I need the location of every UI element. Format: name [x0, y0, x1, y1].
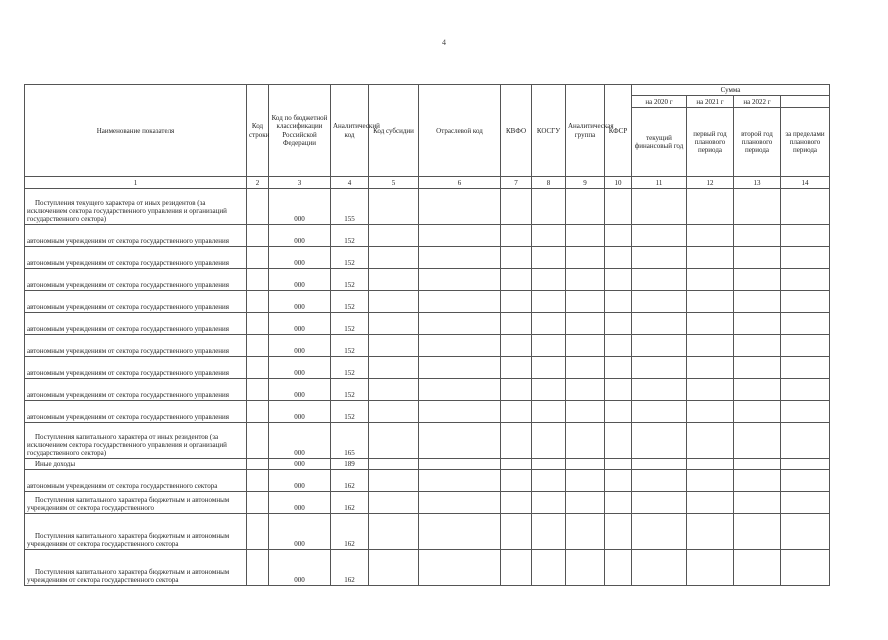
table-row: [25, 247, 830, 269]
table-row: [25, 357, 830, 379]
header-year-1: на 2020 г: [632, 96, 687, 108]
empty-cell: [687, 291, 734, 313]
empty-cell: [566, 459, 605, 470]
empty-cell: [632, 247, 687, 269]
empty-cell: [781, 247, 830, 269]
empty-cell: [501, 269, 532, 291]
empty-cell: [501, 291, 532, 313]
row-name: автономным учреждениям от сектора государственного управления: [25, 225, 247, 247]
empty-cell: [501, 189, 532, 225]
empty-cell: [734, 189, 781, 225]
empty-cell: [734, 514, 781, 550]
row-analytic-code: 152: [331, 247, 369, 269]
column-number: 10: [605, 177, 632, 189]
empty-cell: [566, 514, 605, 550]
empty-cell: [419, 379, 501, 401]
empty-cell: [369, 401, 419, 423]
row-name: автономным учреждениям от сектора государственного управления: [25, 247, 247, 269]
empty-cell: [632, 379, 687, 401]
empty-cell: [734, 459, 781, 470]
header-kvfo: КВФО: [501, 85, 532, 177]
empty-cell: [369, 459, 419, 470]
row-analytic-code: 152: [331, 291, 369, 313]
empty-cell: [369, 335, 419, 357]
row-analytic-code: 152: [331, 335, 369, 357]
income-table: [24, 84, 830, 586]
empty-cell: [501, 379, 532, 401]
empty-cell: [734, 313, 781, 335]
empty-cell: [566, 189, 605, 225]
row-analytic-code: 189: [331, 459, 369, 470]
empty-cell: [781, 492, 830, 514]
row-budget-classification: 000: [269, 423, 331, 459]
empty-cell: [632, 459, 687, 470]
row-analytic-code: 162: [331, 470, 369, 492]
row-analytic-code: 162: [331, 514, 369, 550]
empty-cell: [632, 225, 687, 247]
empty-cell: [369, 291, 419, 313]
empty-cell: [369, 357, 419, 379]
empty-cell: [605, 225, 632, 247]
empty-cell: [781, 379, 830, 401]
empty-cell: [419, 291, 501, 313]
row-line-code: [247, 492, 269, 514]
table-row: [25, 492, 830, 514]
header-name: Наименование показателя: [25, 85, 247, 177]
row-line-code: [247, 514, 269, 550]
empty-cell: [632, 470, 687, 492]
empty-cell: [532, 459, 566, 470]
row-budget-classification: 000: [269, 247, 331, 269]
empty-cell: [532, 291, 566, 313]
header-period-beyond: за пределами планового периода: [781, 108, 830, 177]
header-budget-classification: Код по бюджетной классификации Российской Федерации: [269, 85, 331, 177]
header-kfsr: КФСР: [605, 85, 632, 177]
row-name: автономным учреждениям от сектора государственного управления: [25, 269, 247, 291]
empty-cell: [632, 514, 687, 550]
row-analytic-code: 152: [331, 313, 369, 335]
empty-cell: [734, 357, 781, 379]
empty-cell: [605, 423, 632, 459]
empty-cell: [632, 492, 687, 514]
row-budget-classification: 000: [269, 459, 331, 470]
empty-cell: [369, 269, 419, 291]
empty-cell: [687, 550, 734, 586]
empty-cell: [632, 550, 687, 586]
row-line-code: [247, 379, 269, 401]
empty-cell: [605, 379, 632, 401]
row-budget-classification: 000: [269, 357, 331, 379]
table-row: [25, 269, 830, 291]
empty-cell: [501, 335, 532, 357]
empty-cell: [687, 401, 734, 423]
empty-cell: [419, 335, 501, 357]
empty-cell: [605, 335, 632, 357]
row-line-code: [247, 247, 269, 269]
row-line-code: [247, 470, 269, 492]
empty-cell: [501, 492, 532, 514]
empty-cell: [605, 247, 632, 269]
empty-cell: [369, 423, 419, 459]
empty-cell: [369, 492, 419, 514]
header-industry-code: Отраслевой код: [419, 85, 501, 177]
column-number: 4: [331, 177, 369, 189]
empty-cell: [369, 247, 419, 269]
empty-cell: [532, 514, 566, 550]
empty-cell: [605, 189, 632, 225]
empty-cell: [687, 514, 734, 550]
empty-cell: [566, 492, 605, 514]
row-budget-classification: 000: [269, 313, 331, 335]
table-row: [25, 401, 830, 423]
empty-cell: [532, 189, 566, 225]
empty-cell: [687, 225, 734, 247]
page-number: 4: [442, 38, 446, 47]
column-number: 3: [269, 177, 331, 189]
empty-cell: [734, 379, 781, 401]
empty-cell: [632, 269, 687, 291]
empty-cell: [734, 550, 781, 586]
empty-cell: [532, 401, 566, 423]
empty-cell: [566, 291, 605, 313]
empty-cell: [566, 379, 605, 401]
empty-cell: [687, 335, 734, 357]
empty-cell: [532, 313, 566, 335]
empty-cell: [369, 189, 419, 225]
row-analytic-code: 152: [331, 379, 369, 401]
empty-cell: [781, 225, 830, 247]
empty-cell: [501, 357, 532, 379]
row-analytic-code: 155: [331, 189, 369, 225]
row-name: Поступления капитального характера бюджетным и автономным учреждениям от сектора государственного сектора: [25, 550, 247, 586]
row-analytic-code: 162: [331, 492, 369, 514]
row-line-code: [247, 269, 269, 291]
row-line-code: [247, 225, 269, 247]
empty-cell: [532, 492, 566, 514]
empty-cell: [419, 357, 501, 379]
empty-cell: [501, 401, 532, 423]
empty-cell: [419, 189, 501, 225]
header-kosgu: КОСГУ: [532, 85, 566, 177]
empty-cell: [781, 335, 830, 357]
empty-cell: [734, 470, 781, 492]
empty-cell: [369, 514, 419, 550]
header-period-first: первый год планового периода: [687, 108, 734, 177]
row-line-code: [247, 189, 269, 225]
empty-cell: [369, 225, 419, 247]
empty-cell: [781, 470, 830, 492]
empty-cell: [632, 401, 687, 423]
header-line-code: Код строки: [247, 85, 269, 177]
row-analytic-code: 152: [331, 401, 369, 423]
table-row: [25, 189, 830, 225]
row-budget-classification: 000: [269, 492, 331, 514]
row-name: автономным учреждениям от сектора государственного сектора: [25, 470, 247, 492]
empty-cell: [687, 269, 734, 291]
column-number: 14: [781, 177, 830, 189]
column-number: 13: [734, 177, 781, 189]
empty-cell: [532, 379, 566, 401]
empty-cell: [632, 423, 687, 459]
header-year-4: [781, 96, 830, 108]
empty-cell: [781, 269, 830, 291]
row-budget-classification: 000: [269, 550, 331, 586]
empty-cell: [419, 247, 501, 269]
empty-cell: [419, 470, 501, 492]
table-row: [25, 514, 830, 550]
empty-cell: [369, 550, 419, 586]
row-line-code: [247, 357, 269, 379]
empty-cell: [501, 470, 532, 492]
empty-cell: [419, 313, 501, 335]
header-subsidy-code: Код субсидии: [369, 85, 419, 177]
empty-cell: [419, 225, 501, 247]
column-number: 11: [632, 177, 687, 189]
header-year-2: на 2021 г: [687, 96, 734, 108]
column-number: 8: [532, 177, 566, 189]
empty-cell: [566, 550, 605, 586]
empty-cell: [419, 269, 501, 291]
empty-cell: [369, 470, 419, 492]
empty-cell: [532, 335, 566, 357]
table-row: [25, 225, 830, 247]
empty-cell: [566, 225, 605, 247]
empty-cell: [687, 247, 734, 269]
table-row: [25, 291, 830, 313]
table-row: [25, 470, 830, 492]
empty-cell: [419, 550, 501, 586]
empty-cell: [566, 357, 605, 379]
empty-cell: [605, 459, 632, 470]
row-budget-classification: 000: [269, 401, 331, 423]
empty-cell: [734, 291, 781, 313]
table-row: [25, 550, 830, 586]
empty-cell: [687, 379, 734, 401]
empty-cell: [532, 225, 566, 247]
empty-cell: [687, 189, 734, 225]
row-line-code: [247, 401, 269, 423]
row-name: автономным учреждениям от сектора государственного управления: [25, 357, 247, 379]
row-name: автономным учреждениям от сектора государственного управления: [25, 401, 247, 423]
empty-cell: [734, 269, 781, 291]
empty-cell: [605, 550, 632, 586]
row-line-code: [247, 291, 269, 313]
empty-cell: [632, 189, 687, 225]
empty-cell: [419, 401, 501, 423]
empty-cell: [687, 313, 734, 335]
empty-cell: [632, 313, 687, 335]
row-name: Поступления капитального характера от иных резидентов (за исключением сектора государственного управления и организаций государственного сектора): [25, 423, 247, 459]
empty-cell: [532, 247, 566, 269]
row-budget-classification: 000: [269, 225, 331, 247]
empty-cell: [687, 423, 734, 459]
empty-cell: [369, 313, 419, 335]
empty-cell: [781, 189, 830, 225]
column-number: 2: [247, 177, 269, 189]
row-name: автономным учреждениям от сектора государственного управления: [25, 291, 247, 313]
table-row: [25, 335, 830, 357]
empty-cell: [532, 550, 566, 586]
row-budget-classification: 000: [269, 291, 331, 313]
empty-cell: [605, 357, 632, 379]
row-name: Поступления капитального характера бюджетным и автономным учреждениям от сектора государственного: [25, 492, 247, 514]
column-number: 7: [501, 177, 532, 189]
empty-cell: [734, 335, 781, 357]
row-line-code: [247, 459, 269, 470]
row-name: автономным учреждениям от сектора государственного управления: [25, 335, 247, 357]
empty-cell: [419, 459, 501, 470]
empty-cell: [632, 291, 687, 313]
table-row: [25, 459, 830, 470]
empty-cell: [632, 335, 687, 357]
row-analytic-code: 165: [331, 423, 369, 459]
empty-cell: [632, 357, 687, 379]
row-analytic-code: 152: [331, 269, 369, 291]
empty-cell: [734, 492, 781, 514]
empty-cell: [605, 401, 632, 423]
empty-cell: [605, 470, 632, 492]
row-line-code: [247, 335, 269, 357]
empty-cell: [734, 401, 781, 423]
row-name: Иные доходы: [25, 459, 247, 470]
column-number: 6: [419, 177, 501, 189]
empty-cell: [532, 470, 566, 492]
empty-cell: [605, 492, 632, 514]
row-analytic-code: 152: [331, 225, 369, 247]
empty-cell: [419, 423, 501, 459]
empty-cell: [605, 269, 632, 291]
table-row: [25, 379, 830, 401]
row-analytic-code: 152: [331, 357, 369, 379]
empty-cell: [566, 401, 605, 423]
empty-cell: [501, 459, 532, 470]
row-budget-classification: 000: [269, 514, 331, 550]
empty-cell: [605, 291, 632, 313]
empty-cell: [734, 423, 781, 459]
table-row: [25, 423, 830, 459]
empty-cell: [781, 401, 830, 423]
empty-cell: [566, 313, 605, 335]
column-number: 12: [687, 177, 734, 189]
row-name: Поступления капитального характера бюджетным и автономным учреждениям от сектора государственного сектора: [25, 514, 247, 550]
empty-cell: [605, 514, 632, 550]
header-analytic-group: Аналитическая группа: [566, 85, 605, 177]
row-line-code: [247, 423, 269, 459]
header-amount: Сумма: [632, 85, 830, 96]
empty-cell: [687, 459, 734, 470]
empty-cell: [734, 225, 781, 247]
empty-cell: [605, 313, 632, 335]
empty-cell: [419, 514, 501, 550]
empty-cell: [532, 269, 566, 291]
empty-cell: [501, 313, 532, 335]
row-budget-classification: 000: [269, 379, 331, 401]
column-number: 9: [566, 177, 605, 189]
empty-cell: [781, 550, 830, 586]
header-analytic-code: Аналитический код: [331, 85, 369, 177]
row-budget-classification: 000: [269, 189, 331, 225]
column-number: 5: [369, 177, 419, 189]
empty-cell: [687, 357, 734, 379]
empty-cell: [501, 225, 532, 247]
header-period-current: текущий финансовый год: [632, 108, 687, 177]
row-line-code: [247, 550, 269, 586]
empty-cell: [532, 423, 566, 459]
empty-cell: [781, 357, 830, 379]
empty-cell: [501, 514, 532, 550]
empty-cell: [501, 247, 532, 269]
header-period-second: второй год планового периода: [734, 108, 781, 177]
empty-cell: [501, 550, 532, 586]
row-line-code: [247, 313, 269, 335]
empty-cell: [369, 379, 419, 401]
row-budget-classification: 000: [269, 269, 331, 291]
empty-cell: [781, 291, 830, 313]
empty-cell: [566, 269, 605, 291]
empty-cell: [566, 247, 605, 269]
empty-cell: [687, 492, 734, 514]
table-row: [25, 313, 830, 335]
empty-cell: [501, 423, 532, 459]
header-year-3: на 2022 г: [734, 96, 781, 108]
row-budget-classification: 000: [269, 470, 331, 492]
empty-cell: [532, 357, 566, 379]
row-name: Поступления текущего характера от иных резидентов (за исключением сектора государственного управления и организаций государственного сектора): [25, 189, 247, 225]
row-analytic-code: 162: [331, 550, 369, 586]
empty-cell: [781, 459, 830, 470]
empty-cell: [566, 335, 605, 357]
row-budget-classification: 000: [269, 335, 331, 357]
empty-cell: [566, 470, 605, 492]
column-number: 1: [25, 177, 247, 189]
row-name: автономным учреждениям от сектора государственного управления: [25, 379, 247, 401]
empty-cell: [781, 514, 830, 550]
row-name: автономным учреждениям от сектора государственного управления: [25, 313, 247, 335]
empty-cell: [419, 492, 501, 514]
empty-cell: [687, 470, 734, 492]
empty-cell: [566, 423, 605, 459]
empty-cell: [781, 313, 830, 335]
empty-cell: [781, 423, 830, 459]
empty-cell: [734, 247, 781, 269]
